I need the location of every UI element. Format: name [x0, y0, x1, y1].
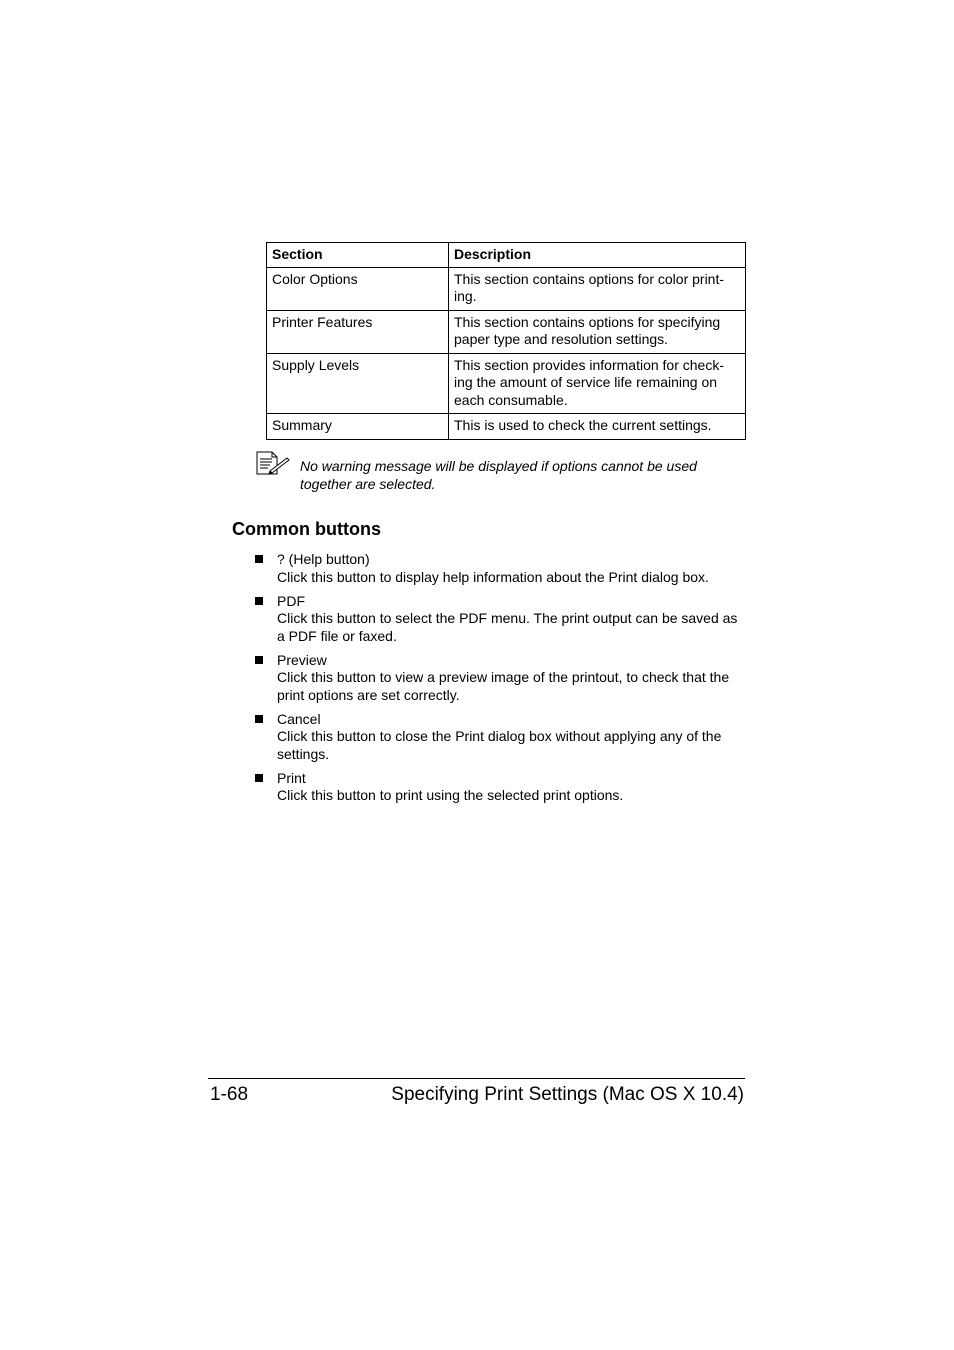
button-description: Click this button to display help information about the Print dialog box. — [277, 568, 709, 585]
button-name: Print — [277, 769, 306, 786]
button-description: Click this button to select the PDF menu. The print output can be saved as a PDF file or faxed. — [277, 610, 738, 644]
button-description: Click this button to view a preview image of the printout, to check that the print options are set correctly. — [277, 669, 730, 703]
table-cell-section: Summary — [267, 414, 449, 440]
page-number: 1-68 — [210, 1084, 249, 1105]
common-buttons-list — [253, 551, 748, 811]
table-cell-section: Supply Levels — [267, 353, 449, 414]
list-item — [253, 551, 748, 586]
sections-table — [266, 242, 746, 440]
button-name: Preview — [277, 651, 327, 668]
table-cell-description: This section contains options for specifying paper type and resolution settings. — [449, 310, 746, 353]
footer-divider — [208, 1078, 745, 1079]
square-bullet-icon — [255, 715, 263, 723]
table-row — [267, 267, 746, 310]
list-item — [253, 593, 748, 646]
table-cell-description: This section provides information for check-ing the amount of service life remaining on each consumable. — [449, 353, 746, 414]
table-cell-description: This section contains options for color print-ing. — [449, 267, 746, 310]
square-bullet-icon — [255, 656, 263, 664]
note-text: No warning message will be displayed if options cannot be used together are selected. — [300, 458, 697, 492]
note-pencil-icon — [255, 450, 291, 476]
table-cell-section: Color Options — [267, 267, 449, 310]
column-header-description: Description — [449, 243, 746, 268]
table-row — [267, 353, 746, 414]
chapter-title: Specifying Print Settings (Mac OS X 10.4) — [391, 1084, 744, 1105]
list-item — [253, 652, 748, 705]
table-row — [267, 310, 746, 353]
button-description: Click this button to close the Print dialog box without applying any of the settings. — [277, 728, 722, 762]
table-header-row — [267, 243, 746, 268]
square-bullet-icon — [255, 555, 263, 563]
button-name: ? (Help button) — [277, 551, 370, 567]
square-bullet-icon — [255, 597, 263, 605]
table-row — [267, 414, 746, 440]
square-bullet-icon — [255, 774, 263, 782]
list-item — [253, 711, 748, 764]
section-heading: Common buttons — [232, 519, 381, 539]
button-name: Cancel — [277, 710, 321, 727]
button-name: PDF — [277, 592, 305, 609]
button-description: Click this button to print using the selected print options. — [277, 787, 624, 803]
list-item — [253, 770, 748, 805]
table-cell-section: Printer Features — [267, 310, 449, 353]
column-header-section: Section — [267, 243, 449, 268]
table-cell-description: This is used to check the current settings. — [449, 414, 746, 440]
